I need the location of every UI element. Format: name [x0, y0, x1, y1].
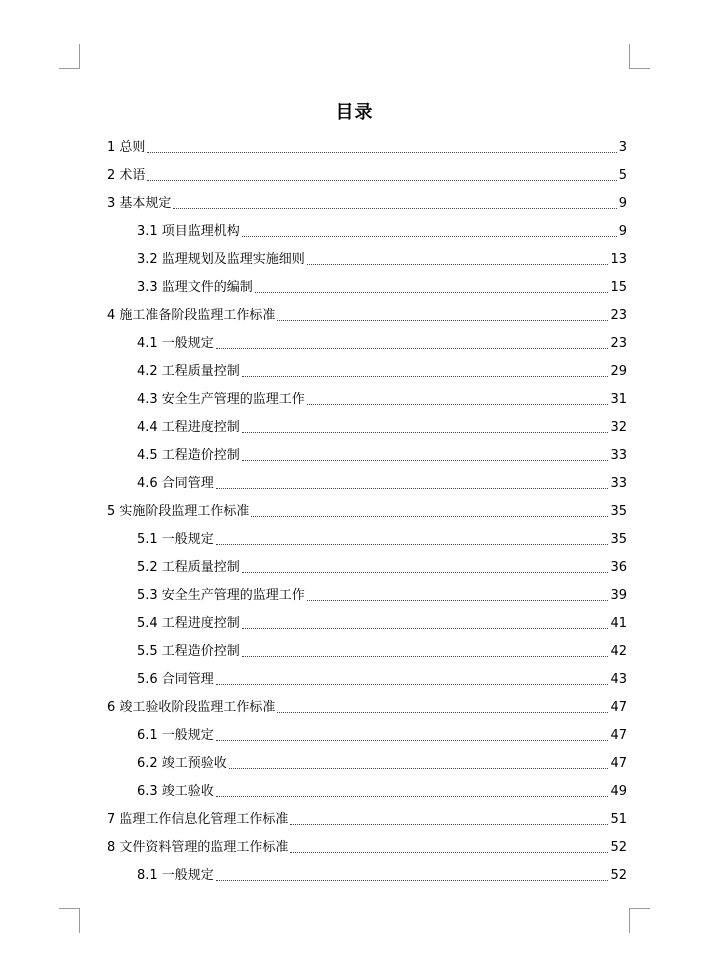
toc-entry-title: 5 实施阶段监理工作标准	[107, 504, 250, 519]
toc-entry-page: 52	[610, 868, 627, 883]
toc-entry-page: 52	[610, 840, 627, 855]
toc-entry[interactable]	[137, 556, 627, 576]
toc-entry-page: 15	[610, 280, 627, 295]
toc-entry-title: 3.2 监理规划及监理实施细则	[137, 252, 305, 267]
toc-entry-page: 47	[610, 756, 627, 771]
toc-entry[interactable]	[137, 220, 627, 240]
toc-leader-dots	[307, 264, 609, 265]
toc-entry-title: 6.3 竣工验收	[137, 784, 214, 799]
toc-leader-dots	[147, 180, 616, 181]
toc-entry[interactable]	[137, 864, 627, 884]
toc-entry-page: 32	[610, 420, 627, 435]
toc-entry-page: 9	[618, 196, 627, 211]
toc-entry[interactable]	[137, 388, 627, 408]
toc-entry[interactable]	[107, 164, 627, 184]
toc-entry-title: 4 施工准备阶段监理工作标准	[107, 308, 276, 323]
toc-leader-dots	[242, 236, 617, 237]
toc-leader-dots	[242, 432, 609, 433]
toc-entry-page: 51	[610, 812, 627, 827]
toc-leader-dots	[277, 712, 608, 713]
toc-entry-page: 9	[618, 224, 627, 239]
toc-entry[interactable]	[137, 472, 627, 492]
toc-leader-dots	[242, 572, 609, 573]
toc-entry-page: 39	[610, 588, 627, 603]
toc-leader-dots	[255, 292, 609, 293]
toc-leader-dots	[147, 152, 616, 153]
toc-entry-page: 31	[610, 392, 627, 407]
toc-leader-dots	[290, 852, 608, 853]
toc-entry-title: 5.5 工程造价控制	[137, 644, 240, 659]
toc-entry-title: 8.1 一般规定	[137, 868, 214, 883]
toc-entry-page: 5	[618, 168, 627, 183]
toc-entry[interactable]	[137, 416, 627, 436]
toc-entry-title: 3.1 项目监理机构	[137, 224, 240, 239]
toc-entry-page: 43	[610, 672, 627, 687]
toc-entry-page: 23	[610, 336, 627, 351]
toc-entry[interactable]	[137, 444, 627, 464]
toc-entry[interactable]	[137, 668, 627, 688]
toc-title: 目录	[335, 102, 374, 123]
toc-entry[interactable]	[137, 528, 627, 548]
toc-entry-title: 6.1 一般规定	[137, 728, 214, 743]
toc-entry[interactable]	[107, 304, 627, 324]
toc-leader-dots	[216, 544, 609, 545]
toc-entry[interactable]	[107, 192, 627, 212]
toc-leader-dots	[307, 600, 609, 601]
toc-leader-dots	[216, 488, 609, 489]
toc-entry[interactable]	[107, 696, 627, 716]
toc-entry-title: 4.4 工程进度控制	[137, 420, 240, 435]
toc-entry-page: 47	[610, 728, 627, 743]
toc-leader-dots	[307, 404, 609, 405]
toc-entry-page: 33	[610, 448, 627, 463]
toc-leader-dots	[290, 824, 608, 825]
toc-leader-dots	[216, 740, 609, 741]
toc-entry-page: 49	[610, 784, 627, 799]
toc-entry-title: 4.1 一般规定	[137, 336, 214, 351]
toc-entry[interactable]	[137, 612, 627, 632]
toc-entry-page: 41	[610, 616, 627, 631]
toc-leader-dots	[173, 208, 616, 209]
toc-entry[interactable]	[107, 500, 627, 520]
toc-entry[interactable]	[137, 780, 627, 800]
toc-leader-dots	[251, 516, 608, 517]
toc-entry-title: 4.2 工程质量控制	[137, 364, 240, 379]
toc-leader-dots	[242, 656, 609, 657]
toc-leader-dots	[229, 768, 609, 769]
toc-entry[interactable]	[137, 724, 627, 744]
toc-entry-title: 7 监理工作信息化管理工作标准	[107, 812, 289, 827]
toc-entry-page: 35	[610, 532, 627, 547]
toc-entry-title: 4.3 安全生产管理的监理工作	[137, 392, 305, 407]
toc-entry-page: 33	[610, 476, 627, 491]
toc-leader-dots	[277, 320, 608, 321]
toc-leader-dots	[216, 348, 609, 349]
toc-entry[interactable]	[137, 752, 627, 772]
toc-entry[interactable]	[107, 836, 627, 856]
toc-leader-dots	[216, 684, 609, 685]
toc-entry[interactable]	[137, 640, 627, 660]
toc-leader-dots	[242, 376, 609, 377]
toc-entry-page: 13	[610, 252, 627, 267]
toc-entry-page: 47	[610, 700, 627, 715]
toc-entry-title: 3 基本规定	[107, 196, 172, 211]
toc-entry[interactable]	[137, 248, 627, 268]
toc-leader-dots	[242, 460, 609, 461]
toc-leader-dots	[216, 796, 609, 797]
toc-entry-title: 5.1 一般规定	[137, 532, 214, 547]
toc-entry-page: 35	[610, 504, 627, 519]
toc-entry-title: 4.6 合同管理	[137, 476, 214, 491]
toc-entry-title: 5.3 安全生产管理的监理工作	[137, 588, 305, 603]
toc-entry-page: 29	[610, 364, 627, 379]
toc-leader-dots	[242, 628, 609, 629]
toc-entry-page: 23	[610, 308, 627, 323]
toc-entry-page: 42	[610, 644, 627, 659]
toc-entry-title: 5.2 工程质量控制	[137, 560, 240, 575]
toc-entry[interactable]	[137, 332, 627, 352]
toc-entry-title: 6.2 竣工预验收	[137, 756, 227, 771]
toc-entry-title: 6 竣工验收阶段监理工作标准	[107, 700, 276, 715]
toc-entry-page: 3	[618, 140, 627, 155]
toc-entry[interactable]	[107, 136, 627, 156]
toc-entry-title: 2 术语	[107, 168, 146, 183]
toc-entry[interactable]	[137, 360, 627, 380]
toc-entry-page: 36	[610, 560, 627, 575]
toc-entry-title: 1 总则	[107, 140, 146, 155]
toc-entry-title: 5.4 工程进度控制	[137, 616, 240, 631]
toc-entry[interactable]	[137, 276, 627, 296]
toc-entry-title: 8 文件资料管理的监理工作标准	[107, 840, 289, 855]
toc-entry-title: 3.3 监理文件的编制	[137, 280, 253, 295]
toc-leader-dots	[216, 880, 609, 881]
toc-entry[interactable]	[107, 808, 627, 828]
toc-entry-title: 4.5 工程造价控制	[137, 448, 240, 463]
toc-entry-title: 5.6 合同管理	[137, 672, 214, 687]
toc-entry[interactable]	[137, 584, 627, 604]
